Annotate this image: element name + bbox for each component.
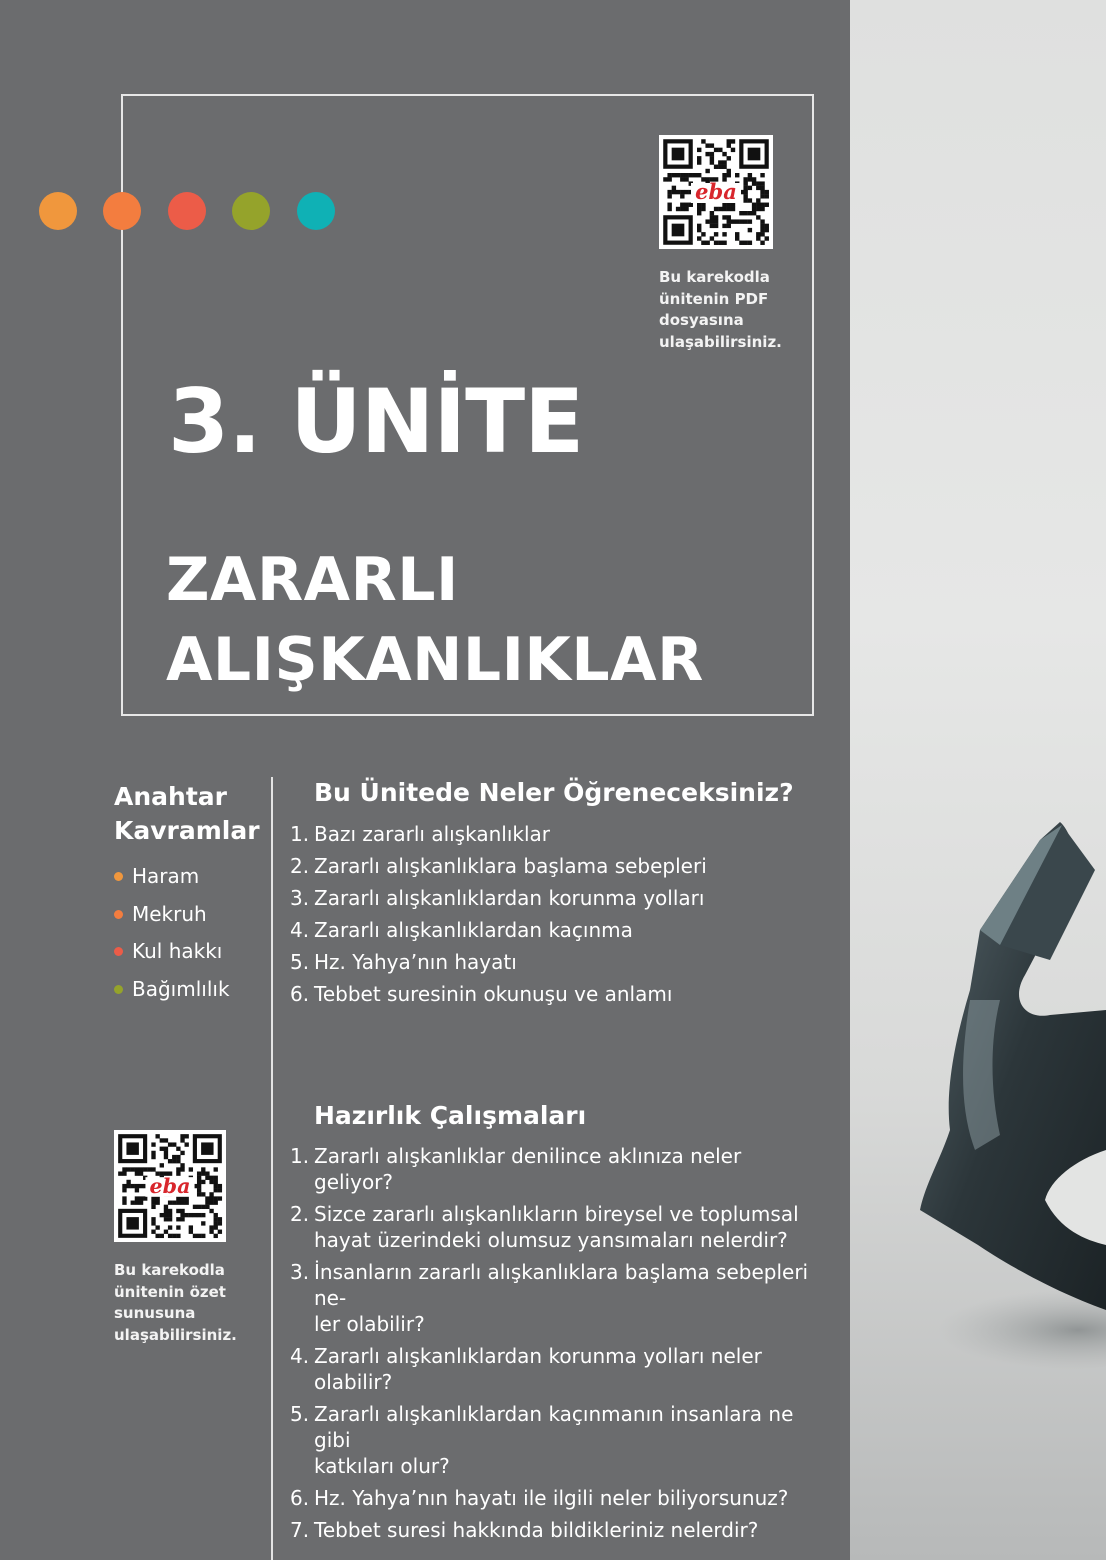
keywords-list: [114, 858, 230, 1008]
bullet-icon: [114, 947, 123, 956]
cover-photo: [850, 0, 1106, 1560]
list-item: 5. Hz. Yahya’nın hayatı: [290, 950, 517, 974]
svg-text:eba: eba: [695, 179, 737, 204]
keywords-heading: Anahtar Kavramlar: [114, 782, 260, 845]
learn-heading: Bu Ünitede Neler Öğreneceksiniz?: [314, 778, 794, 807]
svg-text:eba: eba: [149, 1173, 191, 1198]
decorative-dot: [168, 192, 206, 230]
qr-code-icon: [114, 1130, 226, 1242]
bullet-icon: [114, 910, 123, 919]
qr-code-pdf[interactable]: [659, 135, 773, 249]
decorative-dot: [39, 192, 77, 230]
bullet-icon: [114, 872, 123, 881]
list-item: 1. Bazı zararlı alışkanlıklar: [290, 822, 550, 846]
list-item: 2. Sizce zararlı alışkanlıkların bireysel ve toplumsal hayat üzerindeki olumsuz yansımaları nelerdir?: [290, 1202, 799, 1252]
list-item: 1. Zararlı alışkanlıklar denilince aklınıza neler geliyor?: [290, 1144, 742, 1194]
qr-code-summary[interactable]: [114, 1130, 226, 1242]
list-item: 3. İnsanların zararlı alışkanlıklara başlama sebepleri ne- ler olabilir?: [290, 1260, 809, 1336]
qr-caption-summary: Bu karekodla ünitenin özet sunusuna ulaşabilirsiniz.: [114, 1261, 237, 1344]
qr-caption-pdf: Bu karekodla ünitenin PDF dosyasına ulaşabilirsiniz.: [659, 268, 782, 351]
learn-list: [290, 821, 820, 1013]
anchor-sculpture-image: [850, 0, 1106, 1560]
decorative-dot: [103, 192, 141, 230]
keyword-item: Bağımlılık: [114, 971, 230, 1009]
qr-code-icon: [659, 135, 773, 249]
column-divider: [271, 777, 273, 1560]
list-item: 4. Zararlı alışkanlıklardan korunma yolları neler olabilir?: [290, 1344, 762, 1394]
list-item: 2. Zararlı alışkanlıklara başlama sebepleri: [290, 854, 707, 878]
list-item: 4. Zararlı alışkanlıklardan kaçınma: [290, 918, 633, 942]
keyword-item: Haram: [114, 858, 230, 896]
list-item: 6. Hz. Yahya’nın hayatı ile ilgili neler biliyorsunuz?: [290, 1486, 789, 1510]
bullet-icon: [114, 985, 123, 994]
keyword-item: Kul hakkı: [114, 933, 230, 971]
list-item: 3. Zararlı alışkanlıklardan korunma yolları: [290, 886, 705, 910]
list-item: 6. Tebbet suresinin okunuşu ve anlamı: [290, 982, 673, 1006]
list-item: 7. Tebbet suresi hakkında bildikleriniz nelerdir?: [290, 1518, 759, 1542]
list-item: 5. Zararlı alışkanlıklardan kaçınmanın insanlara ne gibi katkıları olur?: [290, 1402, 794, 1478]
decorative-dot: [297, 192, 335, 230]
decorative-dot: [232, 192, 270, 230]
prep-list: [290, 1143, 820, 1549]
unit-title: ZARARLI ALIŞKANLIKLAR: [166, 545, 704, 695]
keyword-item: Mekruh: [114, 896, 230, 934]
prep-heading: Hazırlık Çalışmaları: [314, 1101, 587, 1130]
unit-number: 3. ÜNİTE: [168, 370, 584, 473]
